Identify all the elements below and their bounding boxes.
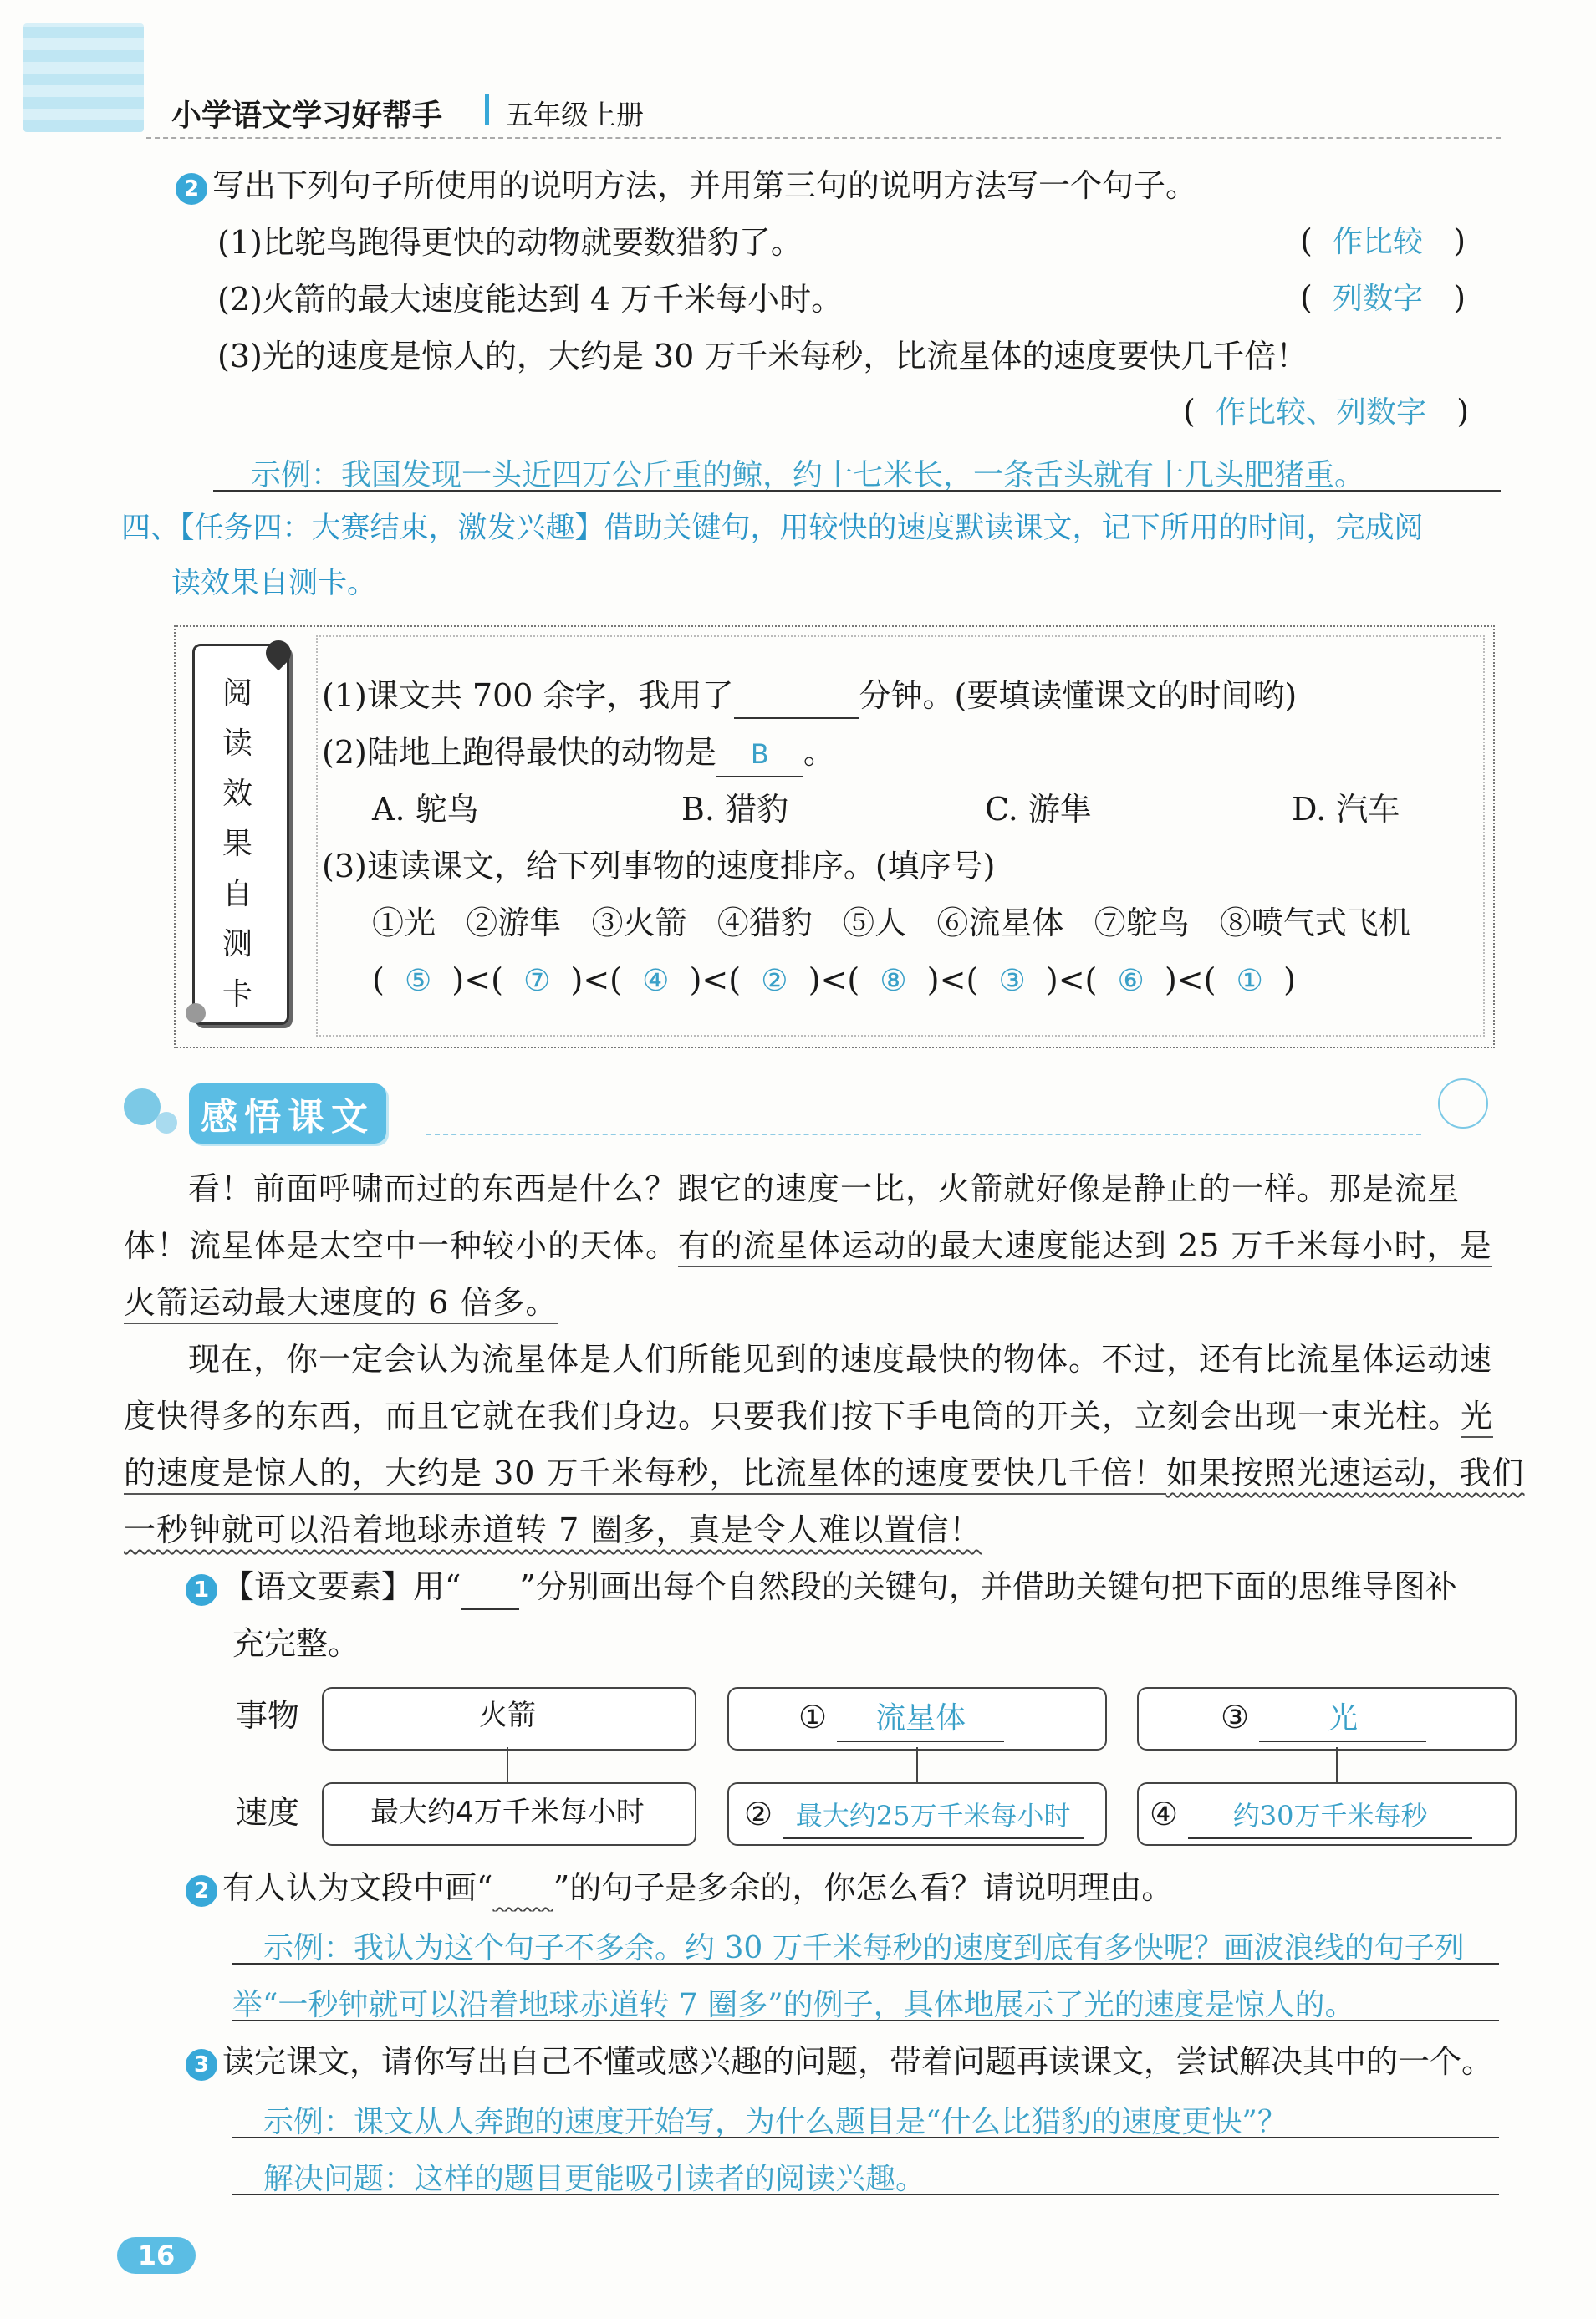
mindmap-box1-bottom-text: 最大约4万千米每小时 (370, 1796, 645, 1829)
card-things-list: ①光 ②游隼 ③火箭 ④猎豹 ⑤人 ⑥流星体 ⑦鸵鸟 ⑧喷气式飞机 (372, 905, 1410, 941)
header-dashed-line (146, 137, 1501, 139)
header-separator (485, 94, 489, 125)
card-q1: (1)课文共 700 余字，我用了 分钟。(要填读懂课文的时间哟) (322, 674, 1297, 719)
s2-prompt: 2 有人认为文段中画“ ”的句子是多余的，你怎么看？请说明理由。 (186, 1866, 1173, 1909)
mindmap-box2-top-text: ① 流星体 (798, 1695, 1004, 1742)
q2-item-3: (3)光的速度是惊人的，大约是 30 万千米每秒，比流星体的速度要快几千倍！ (217, 338, 1308, 375)
task4-heading-line2: 读效果自测卡。 (171, 567, 377, 600)
q2-answer-1: ( 作比较 ) (1300, 222, 1466, 259)
card-q1-blank[interactable] (734, 674, 859, 719)
s1-number-badge: 1 (186, 1574, 217, 1606)
s1-prompt-line2: 充完整。 (232, 1625, 360, 1662)
passage-p2-line3 (124, 1451, 1525, 1495)
section-title: 感悟课文 (189, 1083, 386, 1144)
q2-answer-3: ( 作比较、列数字 ) (1183, 393, 1470, 430)
header-book-title: 小学语文学习好帮手 (171, 99, 443, 133)
mindmap-connector-2 (916, 1747, 918, 1782)
passage-p2-line4: 一秒钟就可以沿着地球赤道转 7 圈多，真是令人难以置信！ (124, 1511, 982, 1548)
q2-prompt: 2 写出下列句子所使用的说明方法，并用第三句的说明方法写一个句子。 (176, 164, 1197, 207)
mindmap-box2-bottom-text: ② 最大约25万千米每小时 (744, 1792, 1084, 1839)
passage-p1-line2: 体！流星体是太空中一种较小的天体。有的流星体运动的最大速度能达到 25 万千米每小时，是 (124, 1224, 1492, 1267)
q2-answer-2: ( 列数字 ) (1300, 279, 1466, 316)
task4-heading-line1: 四、【任务四：大赛结束，激发兴趣】借助关键句，用较快的速度默读课文，记下所用的时间，完成阅 (121, 512, 1424, 545)
reading-card-label: 阅 读 效 果 自 测 卡 (222, 676, 252, 1012)
section-character-icon (1438, 1078, 1488, 1129)
card-option-c: C. 游隼 (985, 791, 1092, 828)
mindmap-box1-top-text: 火箭 (479, 1699, 536, 1732)
card-q2-answer[interactable]: B (716, 732, 803, 777)
card-speed-order: ( ⑤ )<( ⑦ )<( ④ )<( ② )<( ⑧ )<( ③ )<( ⑥ )<( ① ) (372, 961, 1296, 998)
s3-answer-line2: 解决问题：这样的题目更能吸引读者的阅读兴趣。 (263, 2162, 926, 2196)
section-dashed-line (426, 1134, 1421, 1135)
mindmap-box3-bottom-text: ④ 约30万千米每秒 (1150, 1792, 1472, 1839)
header-corner-decoration (23, 23, 144, 132)
s2-answer-line1: 示例：我认为这个句子不多余。约 30 万千米每秒的速度到底有多快呢？画波浪线的句子列 (263, 1931, 1465, 1965)
keysentence-p1: 有的流星体运动的最大速度能达到 25 万千米每小时，是 (678, 1227, 1492, 1267)
card-q2: (2)陆地上跑得最快的动物是 B 。 (322, 731, 835, 777)
s2-wave-sample (492, 1869, 553, 1906)
s2-answer-line2: 举“一秒钟就可以沿着地球赤道转 7 圈多”的例子，具体地展示了光的速度是惊人的。 (232, 1988, 1355, 2022)
section-dot-icon-small (156, 1112, 177, 1134)
wavy-sentence: 如果按照光速运动，我们 (1165, 1455, 1525, 1491)
s2-number-badge: 2 (186, 1875, 217, 1907)
q2-answer-line (213, 490, 1501, 492)
header-grade: 五年级上册 (506, 99, 644, 131)
q2-item-2: (2)火箭的最大速度能达到 4 万千米每小时。 (217, 281, 844, 318)
s2-rule-2 (232, 2020, 1499, 2021)
mindmap-connector-3 (1336, 1747, 1338, 1782)
mindmap-row-speed: 速度 (236, 1794, 300, 1831)
s1-line-sample (461, 1565, 519, 1610)
passage-p2-line1: 现在，你一定会认为流星体是人们所能见到的速度最快的物体。不过，还有比流星体运动速 (188, 1341, 1493, 1378)
mindmap-row-thing: 事物 (236, 1697, 300, 1734)
s3-prompt: 3 读完课文，请你写出自己不懂或感兴趣的问题，带着问题再读课文，尝试解决其中的一个。 (186, 2040, 1493, 2083)
reading-card-ring-icon (186, 1003, 206, 1023)
card-option-d: D. 汽车 (1292, 791, 1400, 828)
mindmap-box3-top-text: ③ 光 (1221, 1695, 1426, 1742)
s3-number-badge: 3 (186, 2049, 217, 2081)
s3-answer-line1: 示例：课文从人奔跑的速度开始写，为什么题目是“什么比猎豹的速度更快”？ (263, 2105, 1288, 2139)
q2-item-1: (1)比鸵鸟跑得更快的动物就要数猎豹了。 (217, 224, 803, 261)
q2-example-answer: 示例：我国发现一头近四万公斤重的鲸，约十七米长，一条舌头就有十几头肥猪重。 (251, 458, 1365, 492)
q2-number-badge: 2 (176, 173, 207, 205)
passage-p2-line2: 度快得多的东西，而且它就在我们身边。只要我们按下手电筒的开关，立刻会出现一束光柱。光 (124, 1394, 1493, 1438)
passage-p1-line3: 火箭运动最大速度的 6 倍多。 (124, 1281, 558, 1324)
s3-rule-2 (232, 2194, 1499, 2195)
passage-p1-line1: 看！前面呼啸而过的东西是什么？跟它的速度一比，火箭就好像是静止的一样。那是流星 (188, 1170, 1461, 1207)
s1-prompt: 1 【语文要素】用“ ”分别画出每个自然段的关键句，并借助关键句把下面的思维导图补 (186, 1565, 1457, 1610)
page-number: 16 (117, 2237, 196, 2274)
card-option-a: A. 鸵鸟 (372, 791, 479, 828)
s2-rule-1 (232, 1963, 1499, 1965)
card-q3: (3)速读课文，给下列事物的速度排序。(填序号) (322, 848, 996, 884)
keysentence-p2: 的速度是惊人的，大约是 30 万千米每秒，比流星体的速度要快几千倍！ (124, 1455, 1166, 1495)
mindmap-connector-1 (507, 1747, 508, 1782)
card-option-b: B. 猎豹 (681, 791, 789, 828)
s3-rule-1 (232, 2137, 1499, 2138)
